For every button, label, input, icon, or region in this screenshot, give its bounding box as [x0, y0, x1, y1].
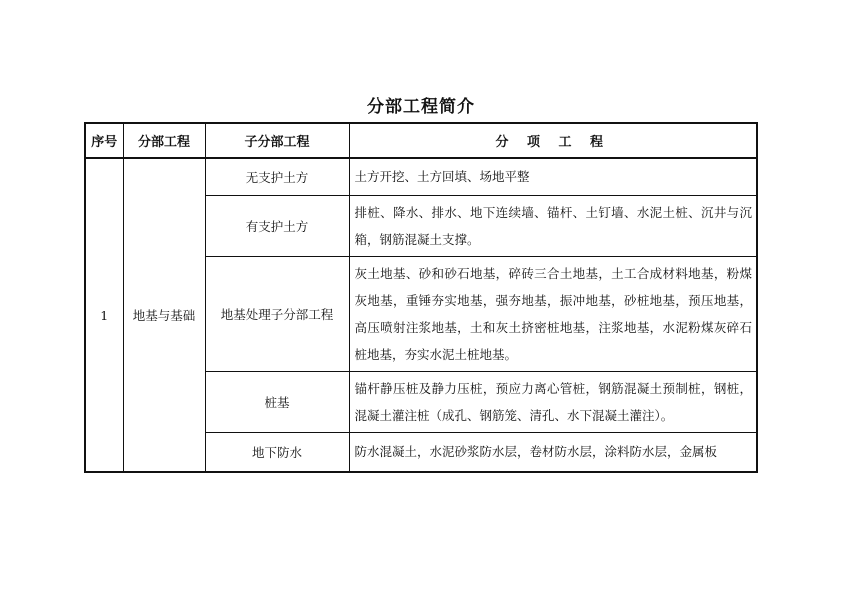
subdivision-items: 排桩、降水、排水、地下连续墙、锚杆、土钉墙、水泥土桩、沉井与沉箱，钢筋混凝土支撑。 [349, 196, 757, 257]
header-no: 序号 [85, 123, 123, 158]
subdivision-name: 有支护土方 [205, 196, 349, 257]
table-header-row [85, 123, 757, 158]
division-table [84, 122, 758, 473]
table-row [85, 158, 757, 196]
subdivision-name: 无支护土方 [205, 158, 349, 196]
subdivision-items: 灰土地基、砂和砂石地基，碎砖三合土地基，土工合成材料地基，粉煤灰地基，重锤夯实地基，强夯地基，振冲地基，砂桩地基，预压地基，高压喷射注浆地基，土和灰土挤密桩地基，注浆地基，水泥粉煤灰碎石桩地基，夯实水泥土桩地基。 [349, 257, 757, 372]
subdivision-name: 地基处理子分部工程 [205, 257, 349, 372]
row-no: 1 [85, 158, 123, 472]
header-division: 分部工程 [123, 123, 205, 158]
header-items: 分 项 工 程 [349, 123, 757, 158]
subdivision-items: 锚杆静压桩及静力压桩，预应力离心管桩，钢筋混凝土预制桩，钢桩，混凝土灌注桩（成孔、钢筋笼、清孔、水下混凝土灌注）。 [349, 372, 757, 433]
row-division: 地基与基础 [123, 158, 205, 472]
header-subdivision: 子分部工程 [205, 123, 349, 158]
page-title: 分部工程简介 [367, 97, 475, 117]
subdivision-name: 地下防水 [205, 433, 349, 473]
subdivision-name: 桩基 [205, 372, 349, 433]
subdivision-items: 防水混凝土，水泥砂浆防水层，卷材防水层，涂料防水层，金属板 [349, 433, 757, 473]
subdivision-items: 土方开挖、土方回填、场地平整 [349, 158, 757, 196]
